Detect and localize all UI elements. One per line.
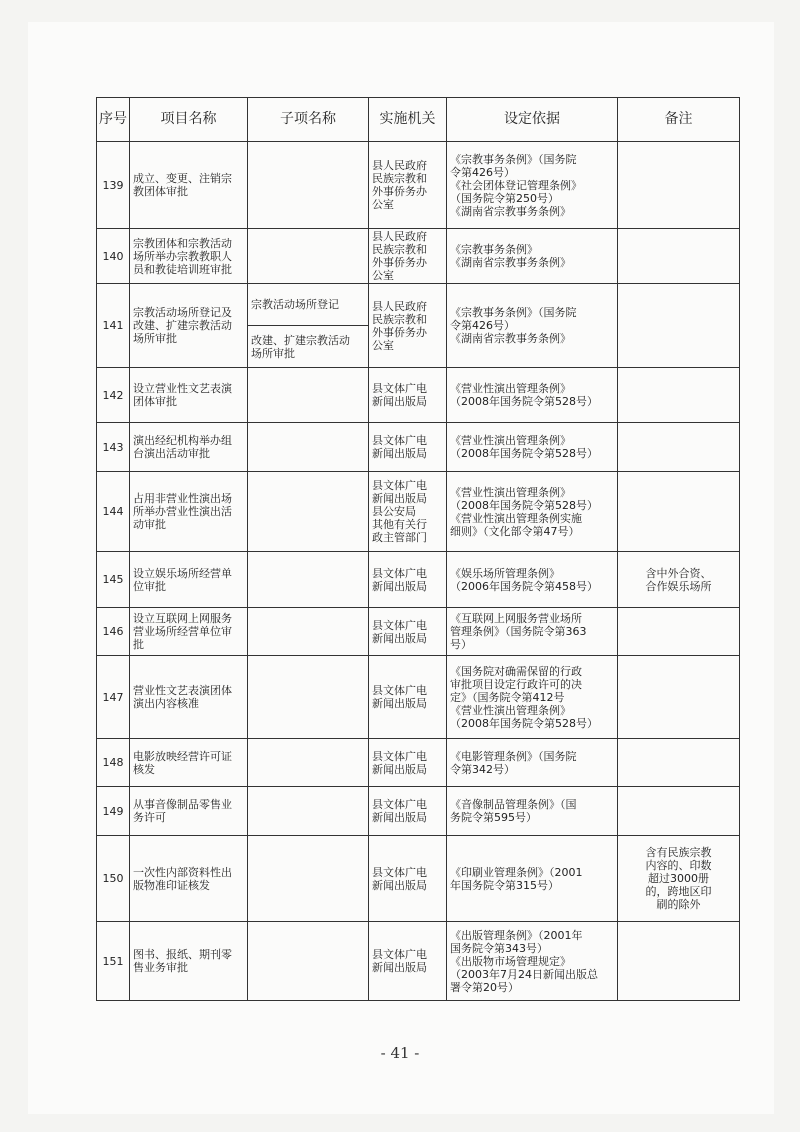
legal-basis-cell: [447, 368, 618, 423]
approval-items-table: [96, 97, 740, 1001]
agency-cell-line: 县文体广电: [372, 566, 427, 580]
legal-basis-cell-line: 号）: [450, 638, 472, 651]
agency-cell: [369, 739, 447, 787]
remarks-cell: [618, 552, 740, 608]
legal-basis-cell-line: 令第426号）: [450, 319, 515, 332]
subitem-name-cell: [248, 922, 369, 1001]
legal-basis-cell-line: 《娱乐场所管理条例》: [450, 566, 560, 580]
subitem-name-cell: [248, 284, 369, 326]
seq-cell: 139: [97, 142, 130, 229]
item-name-cell-line: 电影放映经营许可证: [133, 749, 232, 763]
legal-basis-cell: [447, 423, 618, 472]
legal-basis-cell-line: 《出版管理条例》（2001年: [450, 928, 583, 942]
remarks-cell: [618, 284, 740, 368]
header-subitem-name: 子项名称: [248, 98, 369, 142]
item-name-cell-line: 宗教团体和宗教活动: [133, 236, 232, 250]
agency-cell: [369, 656, 447, 739]
header-implementing-agency: 实施机关: [369, 98, 447, 142]
agency-cell-line: 新闻出版局: [372, 762, 427, 776]
item-name-cell-line: 图书、报纸、期刊零: [133, 948, 232, 961]
legal-basis-cell-line: 国务院令第343号）: [450, 941, 548, 955]
agency-cell-line: 新闻出版局: [372, 492, 427, 505]
remarks-cell-line: 刷的除外: [656, 898, 701, 911]
agency-cell-line: 外事侨务办: [372, 185, 427, 198]
legal-basis-cell-line: 《湖南省宗教事务条例》: [450, 256, 571, 269]
agency-cell-line: 新闻出版局: [372, 961, 427, 974]
item-name-cell-line: 一次性内部资料性出: [133, 865, 232, 879]
item-name-cell-line: 宗教活动场所登记及: [133, 306, 232, 319]
table-row: [97, 423, 740, 472]
legal-basis-cell-line: （2008年国务院令第528号）: [450, 395, 598, 408]
table-row: [97, 608, 740, 656]
legal-basis-cell-line: 细则》（文化部令第47号）: [450, 524, 580, 538]
agency-cell-line: 外事侨务办: [372, 256, 427, 269]
remarks-cell-line: 超过3000册: [648, 872, 709, 885]
legal-basis-cell: [447, 608, 618, 656]
agency-cell-line: 县文体广电: [372, 434, 427, 447]
subitem-name-cell: [248, 423, 369, 472]
legal-basis-cell-line: 《印刷业管理条例》（2001: [450, 865, 583, 879]
legal-basis-cell-line: （2006年国务院令第458号）: [450, 579, 598, 593]
item-name-cell-line: 批: [133, 638, 144, 651]
header-seq: 序号: [97, 98, 130, 142]
agency-cell-line: 公室: [372, 198, 394, 211]
table-row: [97, 552, 740, 608]
item-name-cell-line: 售业务审批: [133, 961, 188, 974]
table-row: [97, 787, 740, 836]
agency-cell-line: 公室: [372, 338, 394, 352]
agency-cell: [369, 552, 447, 608]
seq-cell: 147: [97, 656, 130, 739]
subitem-name-cell-line: 宗教活动场所登记: [251, 298, 339, 311]
subitem-name-cell: [248, 739, 369, 787]
seq-cell: 149: [97, 787, 130, 836]
item-name-cell: [130, 284, 248, 368]
table-row: [97, 656, 740, 739]
legal-basis-cell-line: 《营业性演出管理条例》: [450, 382, 571, 395]
seq-cell: 146: [97, 608, 130, 656]
legal-basis-cell-line: 《营业性演出管理条例》: [450, 703, 571, 717]
remarks-cell: [618, 368, 740, 423]
seq-cell: 141: [97, 284, 130, 368]
seq-cell: 150: [97, 836, 130, 922]
subitem-name-cell: [248, 472, 369, 552]
item-name-cell-line: 设立营业性文艺表演: [133, 382, 232, 395]
item-name-cell: [130, 423, 248, 472]
agency-cell-line: 新闻出版局: [372, 631, 427, 645]
legal-basis-cell-line: 《互联网上网服务营业场所: [450, 612, 582, 625]
legal-basis-cell-line: 令第342号）: [450, 762, 515, 776]
item-name-cell-line: 演出经纪机构举办组: [133, 434, 232, 447]
item-name-cell-line: 占用非营业性演出场: [133, 492, 232, 505]
agency-cell: [369, 608, 447, 656]
agency-cell-line: 新闻出版局: [372, 579, 427, 593]
table-row: [97, 229, 740, 284]
legal-basis-cell-line: 务院令第595号）: [450, 811, 537, 824]
subitem-name-cell: [248, 656, 369, 739]
item-name-cell: [130, 229, 248, 284]
item-name-cell-line: 演出内容核准: [133, 697, 199, 710]
subitem-name-cell: [248, 142, 369, 229]
table-row: [97, 922, 740, 1001]
item-name-cell-line: 台演出活动审批: [133, 447, 210, 460]
agency-cell-line: 公室: [372, 269, 394, 282]
remarks-cell: [618, 142, 740, 229]
agency-cell-line: 新闻出版局: [372, 811, 427, 824]
item-name-cell-line: 动审批: [133, 518, 166, 531]
legal-basis-cell: [447, 284, 618, 368]
seq-cell: 144: [97, 472, 130, 552]
subitem-name-cell: [248, 836, 369, 922]
item-name-cell-line: 改建、扩建宗教活动: [133, 319, 232, 332]
subitem-name-cell: [248, 368, 369, 423]
remarks-cell-line: 含有民族宗教: [645, 846, 712, 859]
item-name-cell-line: 从事音像制品零售业: [133, 798, 232, 811]
item-name-cell-line: 场所审批: [133, 332, 177, 345]
item-name-cell: [130, 552, 248, 608]
item-name-cell-line: 设立互联网上网服务: [133, 612, 232, 625]
agency-cell-line: 县文体广电: [372, 798, 427, 811]
remarks-cell: [618, 836, 740, 922]
table-row: [97, 836, 740, 922]
legal-basis-cell-line: 定》（国务院令第412号: [450, 690, 565, 704]
legal-basis-cell: [447, 922, 618, 1001]
legal-basis-cell-line: （2003年7月24日新闻出版总: [450, 967, 598, 981]
legal-basis-cell-line: 审批项目设定行政许可的决: [450, 677, 582, 691]
legal-basis-cell-line: （2008年国务院令第528号）: [450, 716, 598, 730]
remarks-cell-line: 内容的、印数: [645, 859, 712, 872]
seq-cell: 145: [97, 552, 130, 608]
item-name-cell: [130, 608, 248, 656]
seq-cell: 148: [97, 739, 130, 787]
remarks-cell: [618, 472, 740, 552]
legal-basis-cell-line: 《湖南省宗教事务条例》: [450, 204, 571, 218]
legal-basis-cell-line: 署令第20号）: [450, 980, 519, 994]
legal-basis-cell-line: 《音像制品管理条例》（国: [450, 798, 577, 811]
agency-cell-line: 县人民政府: [372, 159, 427, 172]
subitem-name-cell: [248, 229, 369, 284]
remarks-cell: [618, 608, 740, 656]
legal-basis-cell-line: 《宗教事务条例》: [450, 243, 538, 256]
remarks-cell: [618, 229, 740, 284]
agency-cell-line: 县文体广电: [372, 618, 427, 632]
item-name-cell-line: 营业场所经营单位审: [133, 625, 232, 638]
item-name-cell: [130, 472, 248, 552]
legal-basis-cell-line: 《出版物市场管理规定》: [450, 954, 571, 968]
item-name-cell: [130, 656, 248, 739]
legal-basis-cell-line: （2008年国务院令第528号）: [450, 447, 598, 460]
item-name-cell: [130, 922, 248, 1001]
legal-basis-cell-line: 《宗教事务条例》（国务院: [450, 306, 577, 319]
item-name-cell-line: 员和教徒培训班审批: [133, 262, 232, 276]
agency-cell-line: 县文体广电: [372, 749, 427, 763]
legal-basis-cell-line: 《营业性演出管理条例》: [450, 434, 571, 447]
remarks-cell: [618, 423, 740, 472]
remarks-cell: [618, 922, 740, 1001]
agency-cell: [369, 284, 447, 368]
table-row: [97, 284, 740, 326]
agency-cell-line: 新闻出版局: [372, 447, 427, 460]
item-name-cell: [130, 142, 248, 229]
legal-basis-cell-line: 《社会团体登记管理条例》: [450, 178, 582, 192]
agency-cell-line: 政主管部门: [372, 531, 427, 544]
remarks-cell-line: 的，跨地区印: [645, 885, 712, 898]
legal-basis-cell: [447, 836, 618, 922]
agency-cell-line: 民族宗教和: [372, 243, 427, 256]
agency-cell-line: 外事侨务办: [372, 325, 427, 339]
item-name-cell: [130, 368, 248, 423]
item-name-cell: [130, 787, 248, 836]
seq-cell: 143: [97, 423, 130, 472]
agency-cell: [369, 229, 447, 284]
item-name-cell-line: 务许可: [133, 811, 166, 824]
item-name-cell-line: 教团体审批: [133, 185, 188, 198]
agency-cell-line: 县文体广电: [372, 865, 427, 879]
subitem-name-cell: [248, 787, 369, 836]
agency-cell-line: 民族宗教和: [372, 172, 427, 185]
agency-cell: [369, 423, 447, 472]
agency-cell-line: 县人民政府: [372, 230, 427, 243]
seq-cell: 142: [97, 368, 130, 423]
subitem-name-cell: [248, 552, 369, 608]
item-name-cell-line: 位审批: [133, 579, 166, 593]
item-name-cell-line: 核发: [133, 762, 155, 776]
agency-cell-line: 县文体广电: [372, 948, 427, 961]
agency-cell: [369, 922, 447, 1001]
remarks-cell-line: 合作娱乐场所: [645, 579, 712, 593]
header-item-name: 项目名称: [130, 98, 248, 142]
legal-basis-cell-line: 《湖南省宗教事务条例》: [450, 332, 571, 345]
legal-basis-cell-line: 年国务院令第315号）: [450, 878, 559, 892]
item-name-cell-line: 所举办营业性演出活: [133, 505, 232, 518]
agency-cell-line: 县文体广电: [372, 479, 427, 492]
legal-basis-cell-line: 《宗教事务条例》（国务院: [450, 152, 577, 166]
agency-cell-line: 县文体广电: [372, 684, 427, 697]
header-remarks: 备注: [618, 98, 740, 142]
seq-cell: 151: [97, 922, 130, 1001]
subitem-name-cell: [248, 608, 369, 656]
legal-basis-cell: [447, 552, 618, 608]
item-name-cell-line: 场所举办宗教教职人: [133, 249, 232, 263]
item-name-cell: [130, 836, 248, 922]
subitem-name-cell: [248, 326, 369, 368]
table-row: [97, 142, 740, 229]
agency-cell: [369, 472, 447, 552]
agency-cell-line: 县文体广电: [372, 382, 427, 395]
table-row: [97, 739, 740, 787]
agency-cell-line: 民族宗教和: [372, 312, 427, 326]
agency-cell-line: 其他有关行: [372, 518, 427, 531]
header-legal-basis: 设定依据: [447, 98, 618, 142]
legal-basis-cell: [447, 142, 618, 229]
item-name-cell-line: 营业性文艺表演团体: [133, 684, 232, 697]
subitem-name-cell-line: 改建、扩建宗教活动: [251, 333, 350, 347]
legal-basis-cell: [447, 739, 618, 787]
legal-basis-cell-line: （国务院令第250号）: [450, 191, 559, 205]
legal-basis-cell: [447, 656, 618, 739]
table-header-row: [97, 98, 740, 142]
item-name-cell-line: 版物准印证核发: [133, 878, 210, 892]
agency-cell-line: 新闻出版局: [372, 395, 427, 408]
item-name-cell: [130, 739, 248, 787]
agency-cell-line: 县人民政府: [372, 299, 427, 313]
agency-cell-line: 新闻出版局: [372, 697, 427, 710]
legal-basis-cell-line: 令第426号）: [450, 165, 515, 179]
legal-basis-cell-line: 《营业性演出管理条例实施: [450, 511, 582, 525]
subitem-name-cell-line: 场所审批: [251, 346, 295, 360]
remarks-cell: [618, 656, 740, 739]
agency-cell: [369, 142, 447, 229]
agency-cell-line: 县公安局: [372, 505, 416, 518]
agency-cell: [369, 836, 447, 922]
remarks-cell: [618, 739, 740, 787]
legal-basis-cell-line: 《营业性演出管理条例》: [450, 485, 571, 499]
remarks-cell-line: 含中外合资、: [645, 566, 712, 580]
item-name-cell-line: 团体审批: [133, 395, 177, 408]
remarks-cell: [618, 787, 740, 836]
legal-basis-cell-line: 《电影管理条例》（国务院: [450, 749, 577, 763]
item-name-cell-line: 成立、变更、注销宗: [133, 172, 232, 185]
legal-basis-cell: [447, 229, 618, 284]
table-row: [97, 368, 740, 423]
table-row: [97, 472, 740, 552]
seq-cell: 140: [97, 229, 130, 284]
agency-cell: [369, 368, 447, 423]
page-number: - 41 -: [380, 1044, 420, 1062]
legal-basis-cell: [447, 472, 618, 552]
agency-cell-line: 新闻出版局: [372, 878, 427, 892]
agency-cell: [369, 787, 447, 836]
legal-basis-cell-line: 《国务院对确需保留的行政: [450, 664, 582, 678]
item-name-cell-line: 设立娱乐场所经营单: [133, 566, 232, 580]
legal-basis-cell-line: （2008年国务院令第528号）: [450, 498, 598, 512]
legal-basis-cell: [447, 787, 618, 836]
legal-basis-cell-line: 管理条例》（国务院令第363: [450, 625, 587, 638]
